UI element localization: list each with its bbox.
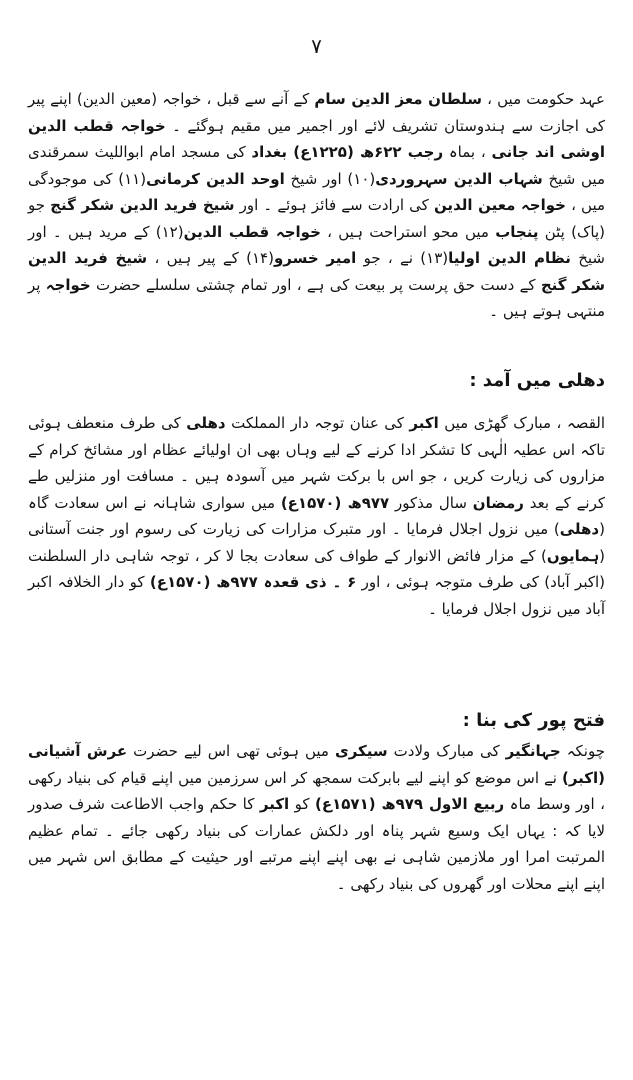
bold-run: نظام الدین اولیا [448,249,571,267]
text-run: کا حکم واجب الاطاعت شرف صدور لایا کہ : یہاں ایک وسیع شہر پناہ اور دلکش عمارات کی بنیاد رکھی جائے ۔ تمام عظیم المرتبت امرا اور ملازمین شاہی نے بھی اپنے اپنے مرتبے اور حیثیت کے مطابق اس شہر میں اپنے اپنے محلات اور گھروں کی بنیاد رکھی ۔ [28,795,605,893]
bold-run: دهلی [186,414,226,432]
bold-run: خواجہ قطب الدین [183,222,321,241]
text-run: میں سواری شاہانہ نے اس سعادت گاہ ( [28,493,605,538]
section-heading-fatehpur: فتح پور کی بنا : [462,710,605,731]
bold-run: جہانگیر [505,742,561,760]
text-run: کی طرف منعطف ہوئی تاکہ اس عطیہ الٰہی کا تشکر ادا کرنے کے لیے وہاں بھی ان اولیائے عظام اور مشائخ کرام کے مزاروں کی زیارت کریں ، جو اس با برکت شہر میں آسودہ ہیں ۔ مسافت اور منزلیں طے کرنے کے بعد [28,414,605,512]
bold-run: پنجاب [495,222,539,241]
text-run: (۱۳) نے ، جو [356,249,449,267]
text-run: چونکہ [560,742,605,760]
bold-run: عرش آشیانی (اکبر) [28,742,605,787]
text-run: (۱۴) کے پیر ہیں ، [147,249,274,267]
fatehpur-section [28,738,605,897]
bold-run: اکبر [409,414,439,432]
intro-section [28,86,605,325]
text-run: جو (پاک) پٹن [28,196,605,241]
text-run: کو [289,795,316,813]
text-run: میں محو استراحت ہیں ، [320,222,496,241]
bold-run: دهلی [559,520,600,538]
delhi-paragraph [28,410,605,622]
text-run: سال مذکور [389,493,473,512]
text-run: کی مبارک ولادت [387,742,506,760]
bold-run: سیکری [334,742,388,760]
bold-run: اکبر [259,795,290,813]
section-heading-delhi: دهلی میں آمد : [469,370,605,391]
text-run: ) میں نزول اجلال فرمایا ۔ اور متبرک مزارات کی زیارت کی رسوم اور جنت آستانی ( [28,520,605,565]
bold-run: شہاب الدین سہروردی [375,169,543,188]
text-run: کی ارادت سے فائز ہوئے ۔ اور [234,196,434,214]
text-run: نے اس موضع کو اپنے لیے بابرکت سمجھ کر اس سرزمین میں اپنے قیام کی بنیاد رکھی ، اور وسط ماہ [28,768,606,813]
text-run: کے آنے سے قبل ، خواجہ (معین الدین) اپنے پیر کی اجازت سے ہندوستان تشریف لائے اور اجمیر میں مقیم ہوگئے ۔ [28,90,605,135]
bold-run: ۶ ۔ ذی قعدہ ۹۷۷ھ (۱۵۷۰ع) [149,573,357,591]
text-run: القصہ ، مبارک گھڑی میں [438,414,606,432]
intro-paragraph [28,86,605,325]
delhi-section [28,410,605,622]
bold-run: ہمایوں [546,546,600,565]
bold-run: رمضان [472,493,524,512]
bold-run: رجب ۶۲۲ھ (۱۲۲۵ع) بغداد [251,143,444,161]
text-run: ) کے مزار فائض الانوار کے طواف کی سعادت بجا لا کر ، توجہ شاہی دار السلطنت (اکبر آباد) کی طرف متوجہ ہوئی ، اور [28,546,606,591]
bold-run: سلطان معز الدین سام [314,90,483,108]
bold-run: خواجہ [45,275,91,294]
bold-run: امیر خسرو [273,249,357,267]
text-run: (۱۰) اور شیخ [284,169,376,188]
bold-run: ۹۷۷ھ (۱۵۷۰ع) [280,493,390,512]
text-run: (۱۱) کی موجودگی میں ، [28,169,606,214]
bold-run: شیخ فرید الدین شکر گنج [50,196,235,214]
text-run: عہد حکومت میں ، [482,90,605,108]
bold-run: اوحد الدین کرمانی [146,169,285,188]
fatehpur-paragraph [28,738,605,897]
text-run: ، بماہ [443,143,492,161]
text-run: (۱۲) کے مرید ہیں ۔ اور شیخ [28,222,605,267]
text-run: پر منتہی ہوتے ہیں ۔ [28,275,605,320]
page-number: ۷ [311,34,322,58]
text-run: کے دست حق پرست پر بیعت کی ہے ، اور تمام چشتی سلسلے حضرت [90,275,541,294]
text-run: میں ہوئی تھی اس لیے حضرت [127,742,335,760]
bold-run: شیخ فرید الدین شکر گنج [28,249,606,294]
bold-run: ربیع الاول ۹۷۹ھ (۱۵۷۱ع) [315,795,505,813]
text-run: کی مسجد امام ابواللیث سمرقندی میں شیخ [28,143,605,188]
bold-run: خواجہ قطب الدین اوشی اند جانی [28,116,605,161]
text-run: کو دار الخلافہ اکبر آباد میں نزول اجلال فرمایا ۔ [28,573,605,618]
bold-run: خواجہ معین الدین [433,196,566,214]
text-run: کی عنان توجہ دار المملکت [225,414,410,432]
